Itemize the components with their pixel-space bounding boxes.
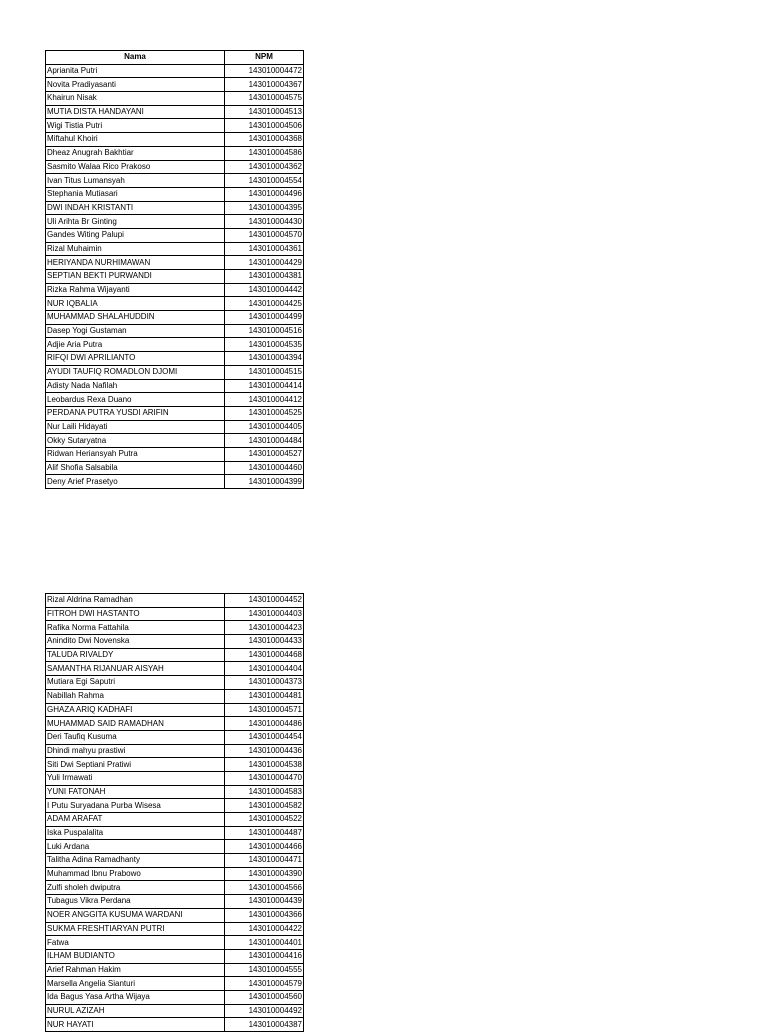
cell-nama: Sasmito Walaa Rico Prakoso [46,160,225,174]
cell-nama: Zulfi sholeh dwiputra [46,881,225,895]
cell-nama: NURUL AZIZAH [46,1004,225,1018]
table-row [46,133,304,147]
table-row [46,379,304,393]
cell-nama: ADAM ARAFAT [46,813,225,827]
cell-nama: Yuli Irmawati [46,771,225,785]
cell-npm: 143010004583 [225,785,304,799]
table-row [46,840,304,854]
table-row [46,908,304,922]
cell-npm: 143010004513 [225,105,304,119]
cell-npm: 143010004368 [225,133,304,147]
table-row [46,434,304,448]
cell-nama: MUHAMMAD SHALAHUDDIN [46,311,225,325]
table-row [46,594,304,608]
cell-npm: 143010004454 [225,730,304,744]
cell-npm: 143010004412 [225,393,304,407]
table-row [46,78,304,92]
cell-npm: 143010004404 [225,662,304,676]
cell-nama: PERDANA PUTRA YUSDI ARIFIN [46,406,225,420]
cell-nama: Tubagus Vikra Perdana [46,895,225,909]
cell-nama: Rizal Muhaimin [46,242,225,256]
cell-nama: TALUDA RIVALDY [46,648,225,662]
cell-nama: I Putu Suryadana Purba Wisesa [46,799,225,813]
cell-nama: Talitha Adina Ramadhanty [46,854,225,868]
table-row [46,146,304,160]
cell-npm: 143010004516 [225,324,304,338]
cell-npm: 143010004499 [225,311,304,325]
cell-npm: 143010004429 [225,256,304,270]
table-row [46,228,304,242]
table-row [46,621,304,635]
cell-nama: Rizka Rahma Wijayanti [46,283,225,297]
cell-nama: RIFQI DWI APRILIANTO [46,352,225,366]
table-row [46,406,304,420]
cell-npm: 143010004414 [225,379,304,393]
table-row [46,854,304,868]
cell-npm: 143010004403 [225,607,304,621]
table-2-body [46,594,304,1032]
cell-npm: 143010004430 [225,215,304,229]
table-row [46,393,304,407]
cell-npm: 143010004538 [225,758,304,772]
table-row [46,758,304,772]
cell-npm: 143010004560 [225,990,304,1004]
table-row [46,799,304,813]
table-row [46,813,304,827]
table-row [46,420,304,434]
table-row [46,785,304,799]
table-row [46,365,304,379]
table-row [46,105,304,119]
cell-npm: 143010004423 [225,621,304,635]
cell-nama: AYUDI TAUFIQ ROMADLON DJOMI [46,365,225,379]
table-row [46,744,304,758]
cell-npm: 143010004515 [225,365,304,379]
cell-nama: Uli Arihta Br Ginting [46,215,225,229]
cell-nama: YUNI FATONAH [46,785,225,799]
table-row [46,311,304,325]
cell-nama: Deny Arief Prasetyo [46,475,225,489]
cell-nama: Muhammad Ibnu Prabowo [46,867,225,881]
table-row [46,607,304,621]
table-row [46,461,304,475]
table-row [46,730,304,744]
cell-nama: Nabillah Rahma [46,689,225,703]
cell-npm: 143010004566 [225,881,304,895]
table-row [46,990,304,1004]
table-row [46,64,304,78]
table-row [46,215,304,229]
table-row [46,447,304,461]
cell-npm: 143010004570 [225,228,304,242]
cell-npm: 143010004571 [225,703,304,717]
cell-npm: 143010004586 [225,146,304,160]
cell-nama: Dheaz Anugrah Bakhtiar [46,146,225,160]
cell-npm: 143010004394 [225,352,304,366]
table-row [46,352,304,366]
cell-nama: Adjie Aria Putra [46,338,225,352]
cell-npm: 143010004460 [225,461,304,475]
cell-nama: Rafika Norma Fattahila [46,621,225,635]
cell-nama: Rizal Aldrina Ramadhan [46,594,225,608]
cell-npm: 143010004367 [225,78,304,92]
table-row [46,867,304,881]
cell-nama: Anindito Dwi Novenska [46,635,225,649]
cell-npm: 143010004452 [225,594,304,608]
cell-npm: 143010004395 [225,201,304,215]
cell-nama: FITROH DWI HASTANTO [46,607,225,621]
table-row [46,881,304,895]
cell-npm: 143010004466 [225,840,304,854]
table-row [46,270,304,284]
table-row [46,174,304,188]
table-row [46,475,304,489]
table-row [46,703,304,717]
column-header-npm: NPM [225,51,304,65]
table-row [46,324,304,338]
cell-nama: Stephania Mutiasari [46,187,225,201]
cell-nama: Okky Sutaryatna [46,434,225,448]
table-row [46,676,304,690]
cell-npm: 143010004535 [225,338,304,352]
cell-nama: Dhindi mahyu prastiwi [46,744,225,758]
cell-nama: Iska Puspalalita [46,826,225,840]
cell-npm: 143010004554 [225,174,304,188]
table-row [46,963,304,977]
cell-npm: 143010004496 [225,187,304,201]
table-row [46,922,304,936]
cell-npm: 143010004390 [225,867,304,881]
cell-npm: 143010004472 [225,64,304,78]
cell-npm: 143010004471 [225,854,304,868]
table-row [46,771,304,785]
cell-npm: 143010004373 [225,676,304,690]
cell-npm: 143010004425 [225,297,304,311]
cell-nama: GHAZA ARIQ KADHAFI [46,703,225,717]
table-row [46,662,304,676]
cell-nama: Marsella Angelia Sianturi [46,977,225,991]
cell-nama: Aprianita Putri [46,64,225,78]
cell-npm: 143010004362 [225,160,304,174]
cell-npm: 143010004575 [225,92,304,106]
cell-nama: Khairun Nisak [46,92,225,106]
cell-npm: 143010004468 [225,648,304,662]
cell-npm: 143010004361 [225,242,304,256]
cell-npm: 143010004525 [225,406,304,420]
cell-npm: 143010004555 [225,963,304,977]
cell-npm: 143010004582 [225,799,304,813]
cell-npm: 143010004422 [225,922,304,936]
cell-nama: ILHAM BUDIANTO [46,949,225,963]
cell-npm: 143010004436 [225,744,304,758]
table-row [46,187,304,201]
header-row [46,51,304,65]
cell-npm: 143010004527 [225,447,304,461]
cell-nama: SAMANTHA RIJANUAR AISYAH [46,662,225,676]
cell-nama: MUTIA DISTA HANDAYANI [46,105,225,119]
cell-npm: 143010004486 [225,717,304,731]
cell-nama: Ridwan Heriansyah Putra [46,447,225,461]
table-1-body [46,64,304,488]
table-row [46,201,304,215]
table-row [46,977,304,991]
cell-npm: 143010004366 [225,908,304,922]
cell-npm: 143010004439 [225,895,304,909]
cell-nama: SUKMA FRESHTIARYAN PUTRI [46,922,225,936]
cell-npm: 143010004481 [225,689,304,703]
table-row [46,160,304,174]
cell-npm: 143010004387 [225,1018,304,1032]
table-row [46,119,304,133]
cell-npm: 143010004401 [225,936,304,950]
cell-npm: 143010004381 [225,270,304,284]
cell-nama: Novita Pradiyasanti [46,78,225,92]
table-row [46,338,304,352]
table-row [46,297,304,311]
table-row [46,635,304,649]
table-row [46,648,304,662]
student-table-2 [45,593,304,1032]
cell-npm: 143010004484 [225,434,304,448]
cell-nama: NOER ANGGITA KUSUMA WARDANI [46,908,225,922]
table-row [46,826,304,840]
cell-npm: 143010004405 [225,420,304,434]
cell-nama: Deri Taufiq Kusuma [46,730,225,744]
cell-nama: Adisty Nada Nafilah [46,379,225,393]
cell-nama: Gandes Witing Palupi [46,228,225,242]
cell-nama: Alif Shofia Salsabila [46,461,225,475]
table-row [46,256,304,270]
cell-nama: Miftahul Khoiri [46,133,225,147]
cell-nama: Nur Laili Hidayati [46,420,225,434]
cell-nama: Wigi Tistia Putri [46,119,225,133]
cell-npm: 143010004506 [225,119,304,133]
cell-npm: 143010004470 [225,771,304,785]
table-row [46,895,304,909]
table-row [46,92,304,106]
cell-nama: DWI INDAH KRISTANTI [46,201,225,215]
cell-nama: HERIYANDA NURHIMAWAN [46,256,225,270]
cell-nama: Leobardus Rexa Duano [46,393,225,407]
cell-npm: 143010004399 [225,475,304,489]
cell-nama: MUHAMMAD SAID RAMADHAN [46,717,225,731]
cell-nama: Siti Dwi Septiani Pratiwi [46,758,225,772]
cell-nama: SEPTIAN BEKTI PURWANDI [46,270,225,284]
table-row [46,1018,304,1032]
cell-nama: Luki Ardana [46,840,225,854]
cell-npm: 143010004522 [225,813,304,827]
cell-npm: 143010004492 [225,1004,304,1018]
cell-nama: Ida Bagus Yasa Artha Wijaya [46,990,225,1004]
cell-npm: 143010004487 [225,826,304,840]
cell-nama: Mutiara Egi Saputri [46,676,225,690]
cell-npm: 143010004442 [225,283,304,297]
table-row [46,717,304,731]
table-row [46,689,304,703]
cell-nama: Dasep Yogi Gustaman [46,324,225,338]
cell-nama: NUR HAYATI [46,1018,225,1032]
table-row [46,242,304,256]
cell-nama: NUR IQBALIA [46,297,225,311]
cell-nama: Arief Rahman Hakim [46,963,225,977]
student-table-1 [45,50,304,489]
table-row [46,283,304,297]
cell-npm: 143010004416 [225,949,304,963]
cell-nama: Fatwa [46,936,225,950]
cell-nama: Ivan Titus Lumansyah [46,174,225,188]
table-row [46,949,304,963]
table-row [46,936,304,950]
cell-npm: 143010004433 [225,635,304,649]
column-header-nama: Nama [46,51,225,65]
cell-npm: 143010004579 [225,977,304,991]
table-row [46,1004,304,1018]
